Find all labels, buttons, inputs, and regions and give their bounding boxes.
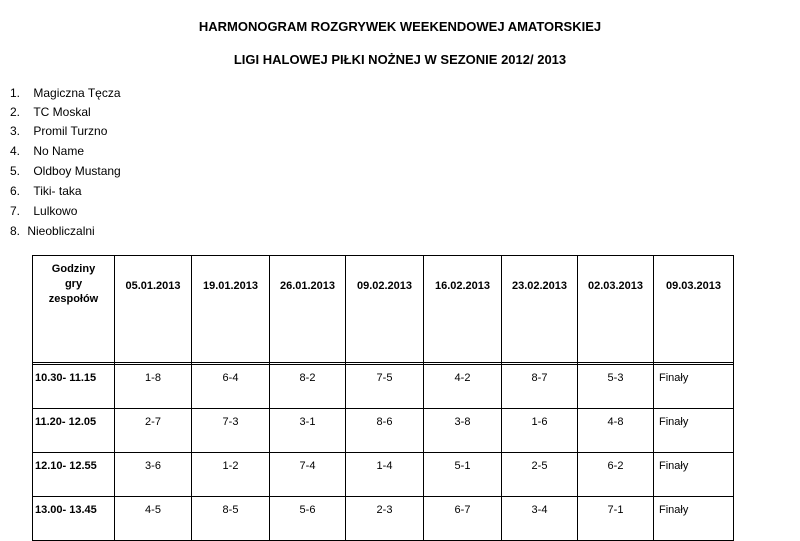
match-cell: 6-7 bbox=[424, 497, 502, 541]
time-slot: 10.30- 11.15 bbox=[33, 365, 115, 409]
match-cell: 4-5 bbox=[115, 497, 192, 541]
team-name: Magiczna Tęcza bbox=[33, 86, 121, 100]
header-date: 19.01.2013 bbox=[192, 256, 270, 363]
match-cell: 3-4 bbox=[502, 497, 578, 541]
match-cell: 5-6 bbox=[270, 497, 346, 541]
team-name: No Name bbox=[33, 144, 85, 158]
header-date: 09.03.2013 bbox=[654, 256, 734, 363]
header-date: 05.01.2013 bbox=[115, 256, 192, 363]
team-list-item bbox=[0, 124, 107, 138]
table-row bbox=[33, 497, 734, 541]
match-cell: 2-3 bbox=[346, 497, 424, 541]
match-cell: 2-5 bbox=[502, 453, 578, 497]
document-title-line-1: HARMONOGRAM ROZGRYWEK WEEKENDOWEJ AMATORSKIEJ bbox=[198, 19, 602, 34]
match-cell: 1-4 bbox=[346, 453, 424, 497]
match-cell: 4-8 bbox=[578, 409, 654, 453]
final-cell: Finały bbox=[654, 497, 734, 541]
table-row bbox=[33, 409, 734, 453]
header-date: 26.01.2013 bbox=[270, 256, 346, 363]
match-cell: 5-3 bbox=[578, 365, 654, 409]
document-title-line-2: LIGI HALOWEJ PIŁKI NOŻNEJ W SEZONIE 2012/ 2013 bbox=[233, 52, 567, 67]
team-list-item bbox=[0, 86, 121, 100]
team-number: 2. bbox=[9, 105, 20, 119]
match-cell: 5-1 bbox=[424, 453, 502, 497]
match-cell: 3-6 bbox=[115, 453, 192, 497]
team-list-item bbox=[0, 184, 82, 198]
team-list-item bbox=[0, 224, 95, 238]
table-row bbox=[33, 365, 734, 409]
team-number: 5. bbox=[9, 164, 20, 178]
match-cell: 8-2 bbox=[270, 365, 346, 409]
header-time-line: Godziny bbox=[51, 263, 96, 275]
team-number: 1. bbox=[9, 86, 20, 100]
table-header-row bbox=[33, 256, 734, 363]
team-name: Tiki- taka bbox=[33, 184, 82, 198]
time-slot: 11.20- 12.05 bbox=[33, 409, 115, 453]
time-slot: 12.10- 12.55 bbox=[33, 453, 115, 497]
match-cell: 3-8 bbox=[424, 409, 502, 453]
team-list-item bbox=[0, 144, 84, 158]
match-cell: 8-7 bbox=[502, 365, 578, 409]
time-slot: 13.00- 13.45 bbox=[33, 497, 115, 541]
match-cell: 2-7 bbox=[115, 409, 192, 453]
match-cell: 8-6 bbox=[346, 409, 424, 453]
match-cell: 8-5 bbox=[192, 497, 270, 541]
header-date: 16.02.2013 bbox=[424, 256, 502, 363]
match-cell: 4-2 bbox=[424, 365, 502, 409]
team-number: 7. bbox=[9, 204, 20, 218]
team-number: 8. bbox=[9, 224, 20, 238]
team-number: 6. bbox=[9, 184, 20, 198]
header-date: 02.03.2013 bbox=[578, 256, 654, 363]
team-list-item bbox=[0, 164, 121, 178]
header-time-line: zespołów bbox=[48, 293, 99, 305]
match-cell: 7-4 bbox=[270, 453, 346, 497]
match-cell: 6-2 bbox=[578, 453, 654, 497]
team-name: Lulkowo bbox=[33, 204, 78, 218]
match-cell: 1-6 bbox=[502, 409, 578, 453]
final-cell: Finały bbox=[654, 453, 734, 497]
table-row bbox=[33, 453, 734, 497]
match-cell: 7-3 bbox=[192, 409, 270, 453]
team-name: Promil Turzno bbox=[33, 124, 108, 138]
header-time-cell bbox=[33, 256, 115, 363]
header-date: 23.02.2013 bbox=[502, 256, 578, 363]
team-name: Nieobliczalni bbox=[27, 224, 95, 238]
match-cell: 1-8 bbox=[115, 365, 192, 409]
team-number: 4. bbox=[9, 144, 20, 158]
final-cell: Finały bbox=[654, 409, 734, 453]
match-cell: 7-1 bbox=[578, 497, 654, 541]
match-cell: 7-5 bbox=[346, 365, 424, 409]
match-cell: 6-4 bbox=[192, 365, 270, 409]
match-cell: 3-1 bbox=[270, 409, 346, 453]
team-list-item bbox=[0, 204, 77, 218]
team-name: TC Moskal bbox=[33, 105, 91, 119]
header-date: 09.02.2013 bbox=[346, 256, 424, 363]
team-number: 3. bbox=[9, 124, 20, 138]
team-list-item bbox=[0, 105, 91, 119]
team-name: Oldboy Mustang bbox=[33, 164, 121, 178]
header-time-line: gry bbox=[64, 278, 83, 290]
final-cell: Finały bbox=[654, 365, 734, 409]
schedule-table bbox=[32, 255, 734, 541]
match-cell: 1-2 bbox=[192, 453, 270, 497]
